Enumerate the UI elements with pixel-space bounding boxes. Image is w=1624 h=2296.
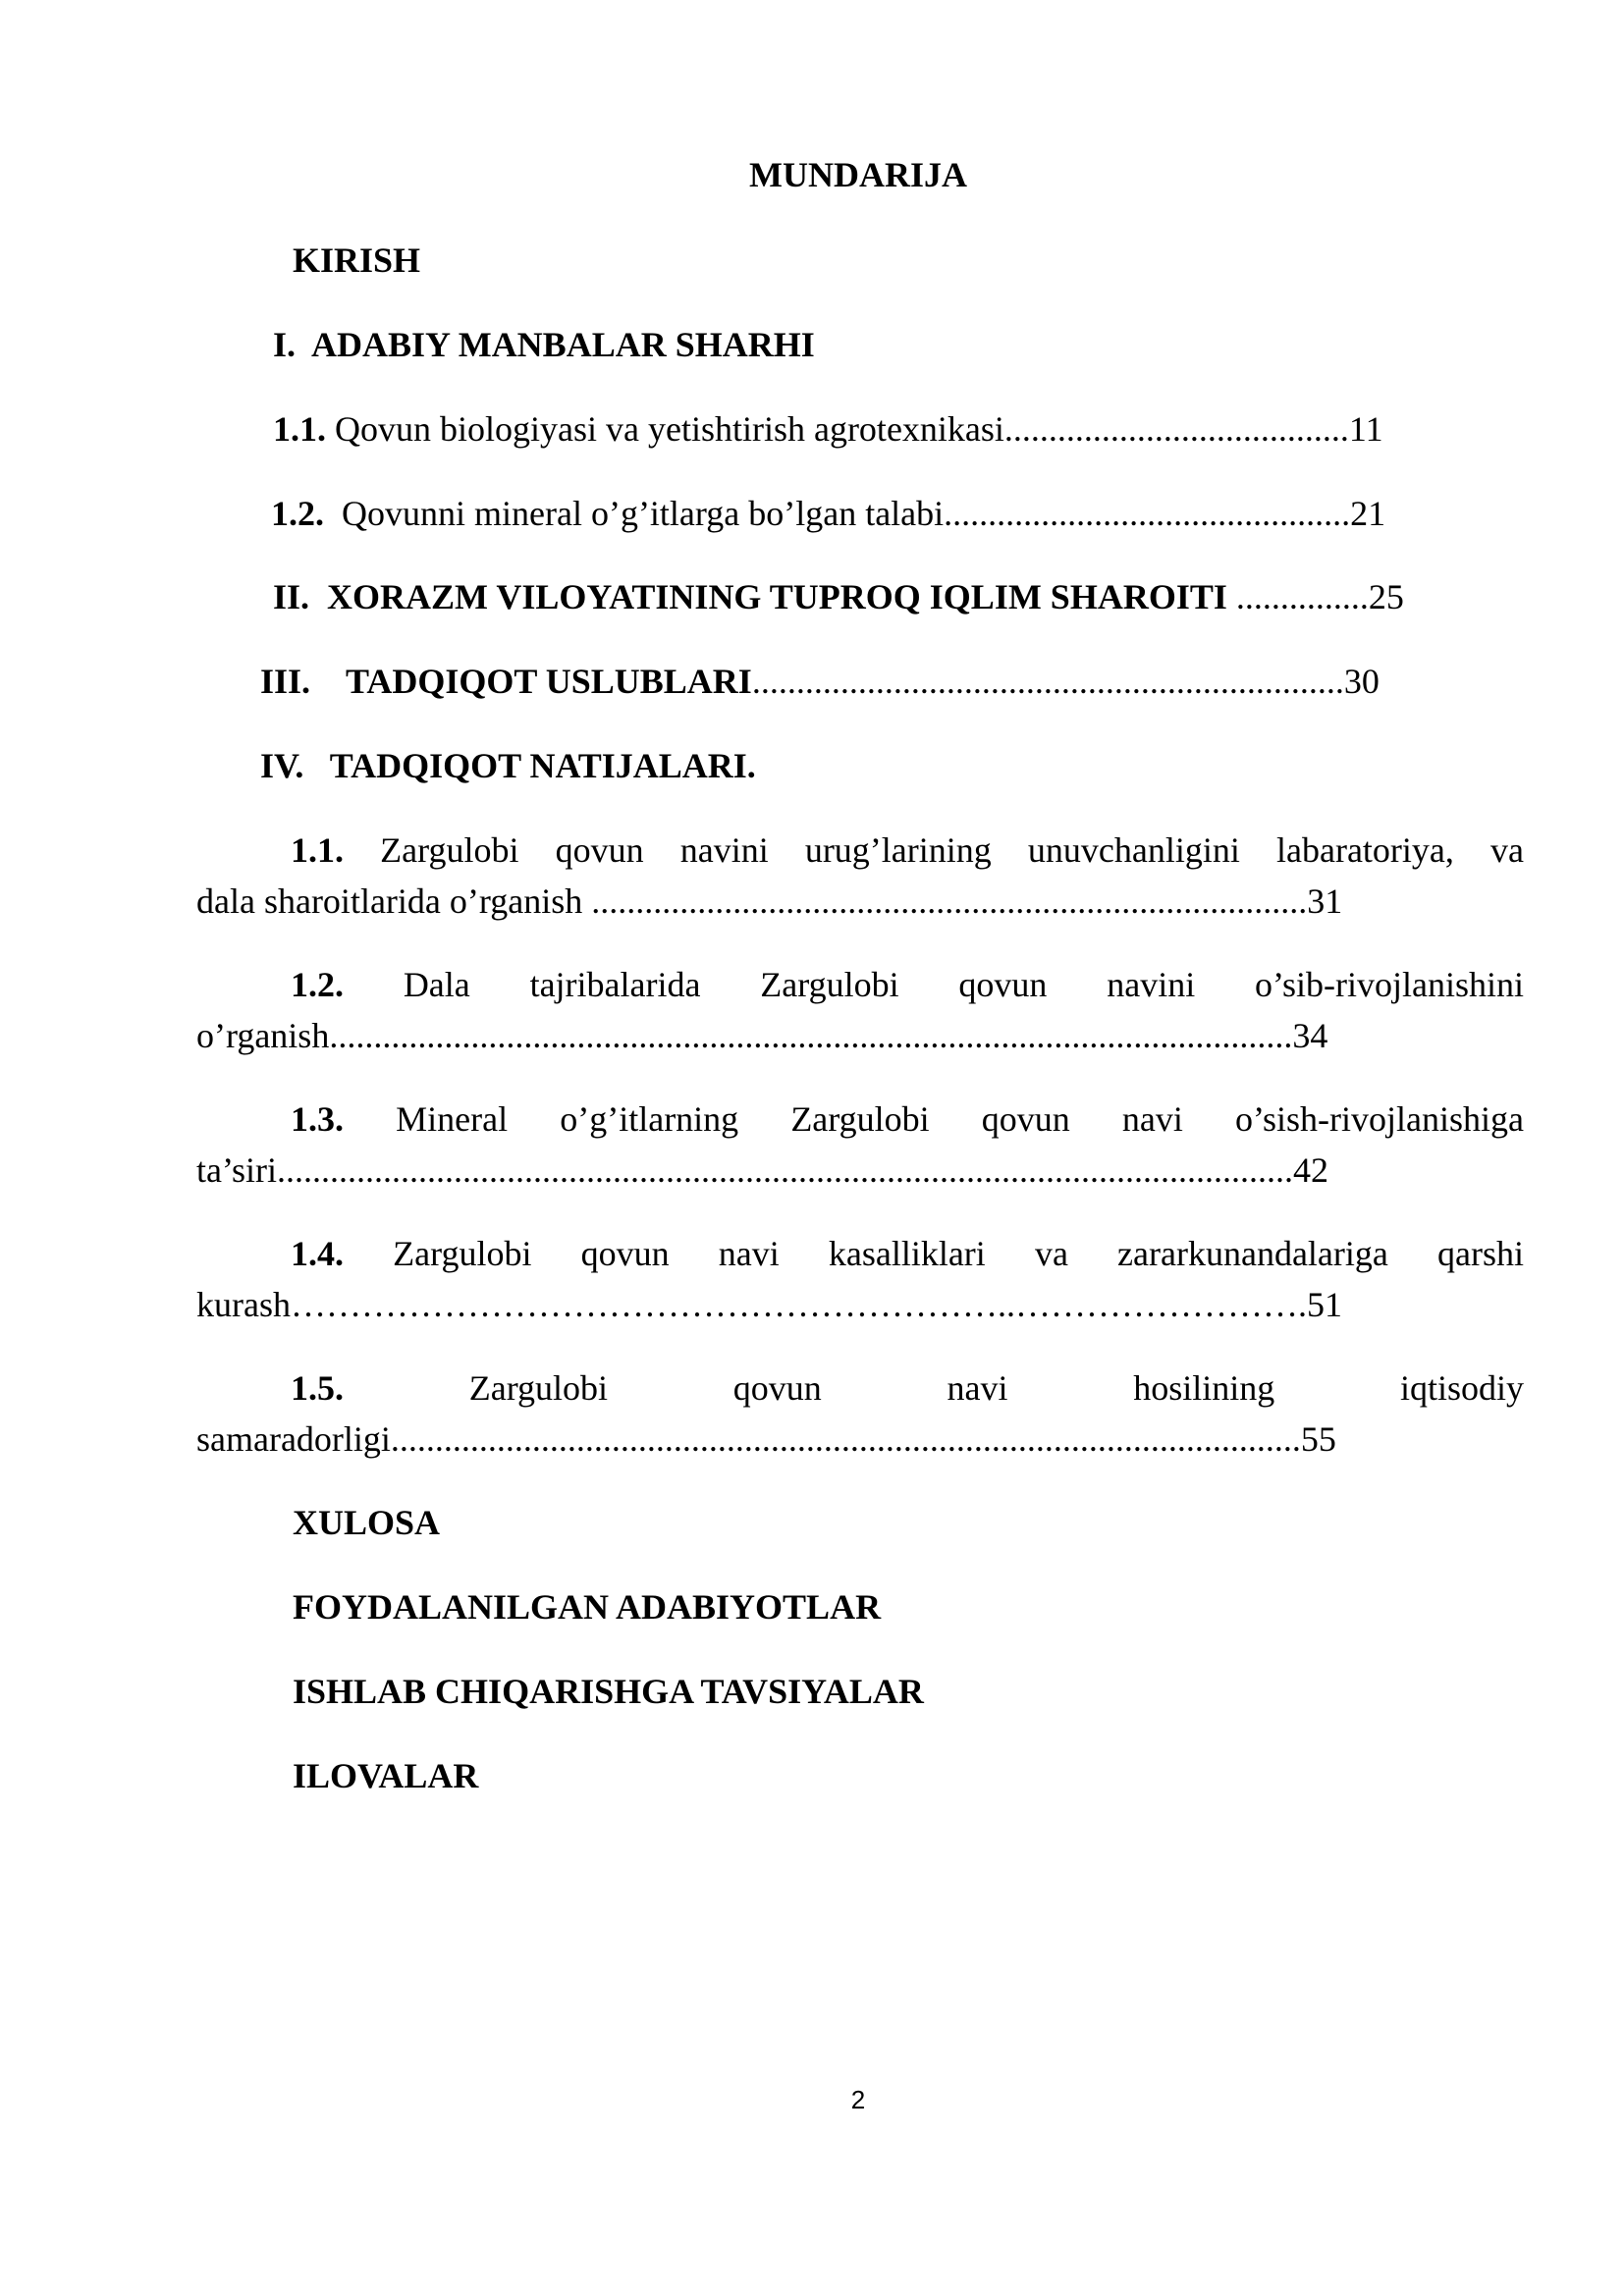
section-title: ADABIY MANBALAR SHARHI — [311, 325, 815, 364]
toc-entry-1-2 — [271, 496, 1385, 531]
section-title: XORAZM VILOYATINING TUPROQ IQLIM SHAROITI — [327, 577, 1227, 616]
entry-text: Zargulobi qovun navini urug’larining unuvchanligini labaratoriya, va — [380, 830, 1524, 870]
entry-number: 1.2. — [291, 965, 344, 1004]
toc-section-3 — [260, 664, 1380, 699]
entry-page: 25 — [1368, 577, 1404, 616]
toc-foydalanilgan-adabiyotlar: FOYDALANILGAN ADABIYOTLAR — [293, 1587, 882, 1627]
entry-text: Mineral o’g’itlarning Zargulobi qovun navi o’sish-rivojlanishiga — [396, 1099, 1524, 1139]
toc-entry-4-4-line1 — [196, 1236, 1524, 1271]
toc-entry-1-1 — [273, 411, 1383, 447]
toc-ishlab-chiqarishga-tavsiyalar: ISHLAB CHIQARISHGA TAVSIYALAR — [293, 1672, 924, 1711]
entry-number: 1.4. — [291, 1234, 344, 1273]
section-title: TADQIQOT NATIJALARI. — [329, 746, 756, 785]
toc-ilovalar: ILOVALAR — [293, 1756, 479, 1795]
entry-number: 1.1. — [273, 409, 326, 449]
entry-dots: ............... — [1235, 577, 1369, 616]
entry-dots: ....................................... — [1003, 409, 1349, 449]
toc-entry-4-5-line2: samaradorligi.......................................................................................................55 — [196, 1419, 1336, 1459]
toc-entry-4-2-line1 — [196, 967, 1524, 1002]
entry-text: Qovun biologiyasi va yetishtirish agrotexnikasi — [335, 409, 1004, 449]
entry-page: 11 — [1348, 409, 1383, 449]
page-title: MUNDARIJA — [749, 155, 967, 194]
entry-text: Qovunni mineral o’g’itlarga bo’lgan talabi — [342, 494, 945, 533]
toc-section-2 — [273, 579, 1404, 614]
toc-section-1 — [273, 327, 815, 362]
toc-entry-4-3-line1 — [196, 1101, 1524, 1137]
section-number: I. — [273, 325, 297, 364]
entry-number: 1.5. — [291, 1368, 344, 1408]
entry-dots: .............................................. — [944, 494, 1351, 533]
toc-entry-4-4-line2: kurash……………………………………………………..…………………….51 — [196, 1285, 1342, 1324]
section-number: II. — [273, 577, 310, 616]
entry-text: Zargulobi qovun navi hosilining iqtisodiy — [468, 1368, 1524, 1408]
toc-entry-4-1-line1 — [196, 832, 1524, 868]
entry-page: 21 — [1350, 494, 1386, 533]
entry-page: 30 — [1343, 662, 1380, 701]
section-number: III. — [260, 662, 311, 701]
toc-xulosa: XULOSA — [293, 1503, 441, 1542]
toc-entry-4-3-line2: ta’siri...................................................................................................................42 — [196, 1150, 1328, 1190]
toc-entry-4-2-line2: o’rganish.............................................................................................................34 — [196, 1016, 1328, 1055]
entry-dots: ................................................................... — [751, 662, 1344, 701]
toc-section-4 — [260, 748, 756, 783]
entry-number: 1.2. — [271, 494, 324, 533]
toc-entry-4-1-line2: dala sharoitlarida o’rganish .................................................................................31 — [196, 881, 1343, 921]
section-number: IV. — [260, 746, 304, 785]
entry-text: Dala tajribalarida Zargulobi qovun navini o’sib-rivojlanishini — [403, 965, 1525, 1004]
toc-entry-4-5-line1 — [196, 1370, 1524, 1406]
page-number: 2 — [850, 2085, 866, 2114]
section-title: TADQIQOT USLUBLARI — [346, 662, 752, 701]
toc-kirish: KIRISH — [293, 240, 421, 280]
entry-number: 1.1. — [291, 830, 344, 870]
entry-number: 1.3. — [291, 1099, 344, 1139]
entry-text: Zargulobi qovun navi kasalliklari va zararkunandalariga qarshi — [393, 1234, 1524, 1273]
